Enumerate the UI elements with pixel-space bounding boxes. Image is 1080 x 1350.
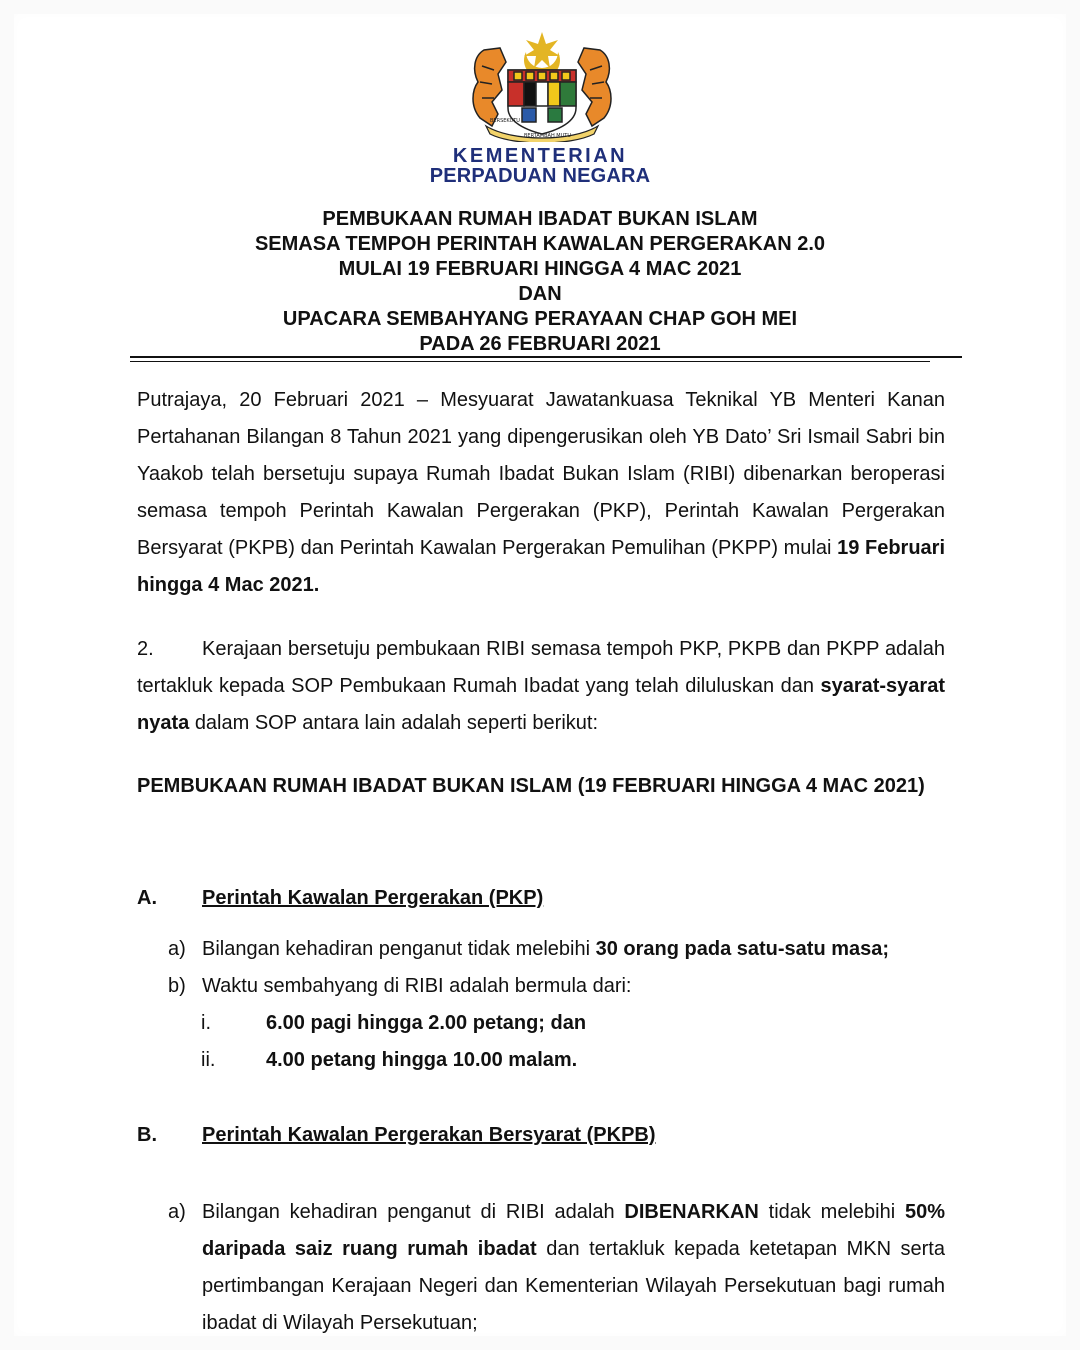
coat-of-arms-logo: [462, 30, 622, 142]
section-a-sub-i-marker: i.: [201, 1012, 211, 1034]
section-b-item-a-bold1: DIBENARKAN: [624, 1201, 759, 1223]
intro-text: Putrajaya, 20 Februari 2021 – Mesyuarat Jawatankuasa Teknikal YB Menteri Kanan Pertahanan Bilangan 8 Tahun 2021 yang dipengerusikan oleh YB Dato’ Sri Ismail Sabri bin Yaakob telah bersetuju supaya Rumah Ibadat Bukan Islam (RIBI) dibenarkan beroperasi semasa tempoh Perintah Kawalan Pergerakan (PKP), Perintah Kawalan Pergerakan Bersyarat (PKPB) dan Perintah Kawalan Pergerakan Pemulihan (PKPP) mulai: [137, 389, 945, 559]
section-a-sub-ii-text: 4.00 petang hingga 10.00 malam.: [266, 1049, 578, 1071]
title-rule-thin: [130, 361, 930, 362]
title-line3: MULAI 19 FEBRUARI HINGGA 4 MAC 2021: [338, 258, 742, 280]
shield: [508, 70, 576, 134]
section-a-item-a-text: Bilangan kehadiran penganut tidak melebihi: [202, 938, 591, 960]
crest-motto-left: BERSEKUTU: [490, 118, 520, 124]
section-a-item-a-bold: 30 orang pada satu-satu masa;: [595, 938, 890, 960]
section-a-title: Perintah Kawalan Pergerakan (PKP): [202, 887, 544, 909]
section-b-item-a-text2: tidak melebihi: [768, 1201, 896, 1223]
section-a-item-b-marker: b): [168, 975, 186, 997]
section-b-item-a-marker: a): [168, 1201, 186, 1223]
title-line6: PADA 26 FEBRUARI 2021: [419, 333, 661, 355]
section-b-item-a: [168, 1194, 945, 1342]
section-title: PEMBUKAAN RUMAH IBADAT BUKAN ISLAM (19 FEBRUARI HINGGA 4 MAC 2021): [137, 775, 925, 797]
title-line5: UPACARA SEMBAHYANG PERAYAAN CHAP GOH MEI: [282, 308, 798, 330]
tiger-right: [578, 48, 611, 126]
section-a-sub-i: [201, 1005, 586, 1042]
section-a-sub-i-text: 6.00 pagi hingga 2.00 petang; dan: [266, 1012, 587, 1034]
section-b-title: Perintah Kawalan Pergerakan Bersyarat (PKPB): [202, 1124, 656, 1146]
paragraph-2-text-after: dalam SOP antara lain adalah seperti berikut:: [194, 712, 599, 734]
section-b-item-a-text3: dan tertakluk kepada ketetapan MKN serta pertimbangan Kerajaan Negeri dan Kementerian Wilayah Persekutuan bagi rumah ibadat di Wilayah Persekutuan;: [202, 1238, 945, 1334]
title-line2: SEMASA TEMPOH PERINTAH KAWALAN PERGERAKAN 2.0: [254, 233, 826, 255]
section-b-item-a-text1: Bilangan kehadiran penganut di RIBI adalah: [202, 1201, 615, 1223]
section-b-item-a-body: [202, 1194, 945, 1342]
section-b-heading: [137, 1120, 656, 1150]
paragraph-2-bold: syarat-syarat nyata: [137, 675, 945, 734]
section-a-letter: A.: [137, 887, 157, 909]
intro-date-range: 19 Februari hingga 4 Mac 2021.: [137, 537, 945, 596]
section-a-heading: [137, 883, 543, 913]
intro-paragraph: [137, 382, 945, 604]
section-a-item-b: [168, 968, 945, 1005]
paragraph-2: [137, 631, 945, 742]
section-a-item-a-marker: a): [168, 938, 186, 960]
section-a-item-b-text: Waktu sembahyang di RIBI adalah bermula dari:: [202, 975, 632, 997]
section-a-item-a: [168, 931, 945, 968]
title-line4: DAN: [518, 283, 562, 305]
section-a-sub-ii-marker: ii.: [201, 1049, 216, 1071]
ministry-name-line2: PERPADUAN NEGARA: [429, 165, 651, 187]
section-b-item-a-bold2: 50% daripada saiz ruang rumah ibadat: [202, 1201, 945, 1260]
ministry-name-line1: KEMENTERIAN: [452, 145, 628, 167]
section-a-sub-ii: [201, 1042, 577, 1079]
title-rule-thick: [130, 356, 962, 358]
crest-motto-ribbon: BERTAMBAH MUTU: [524, 133, 571, 139]
paragraph-2-number: 2.: [137, 638, 154, 660]
section-b-letter: B.: [137, 1124, 157, 1146]
title-line1: PEMBUKAAN RUMAH IBADAT BUKAN ISLAM: [322, 208, 758, 230]
paragraph-2-text: Kerajaan bersetuju pembukaan RIBI semasa tempoh PKP, PKPB dan PKPP adalah tertakluk kepada SOP Pembukaan Rumah Ibadat yang telah diluluskan dan: [137, 638, 945, 697]
tiger-left: [473, 48, 506, 126]
